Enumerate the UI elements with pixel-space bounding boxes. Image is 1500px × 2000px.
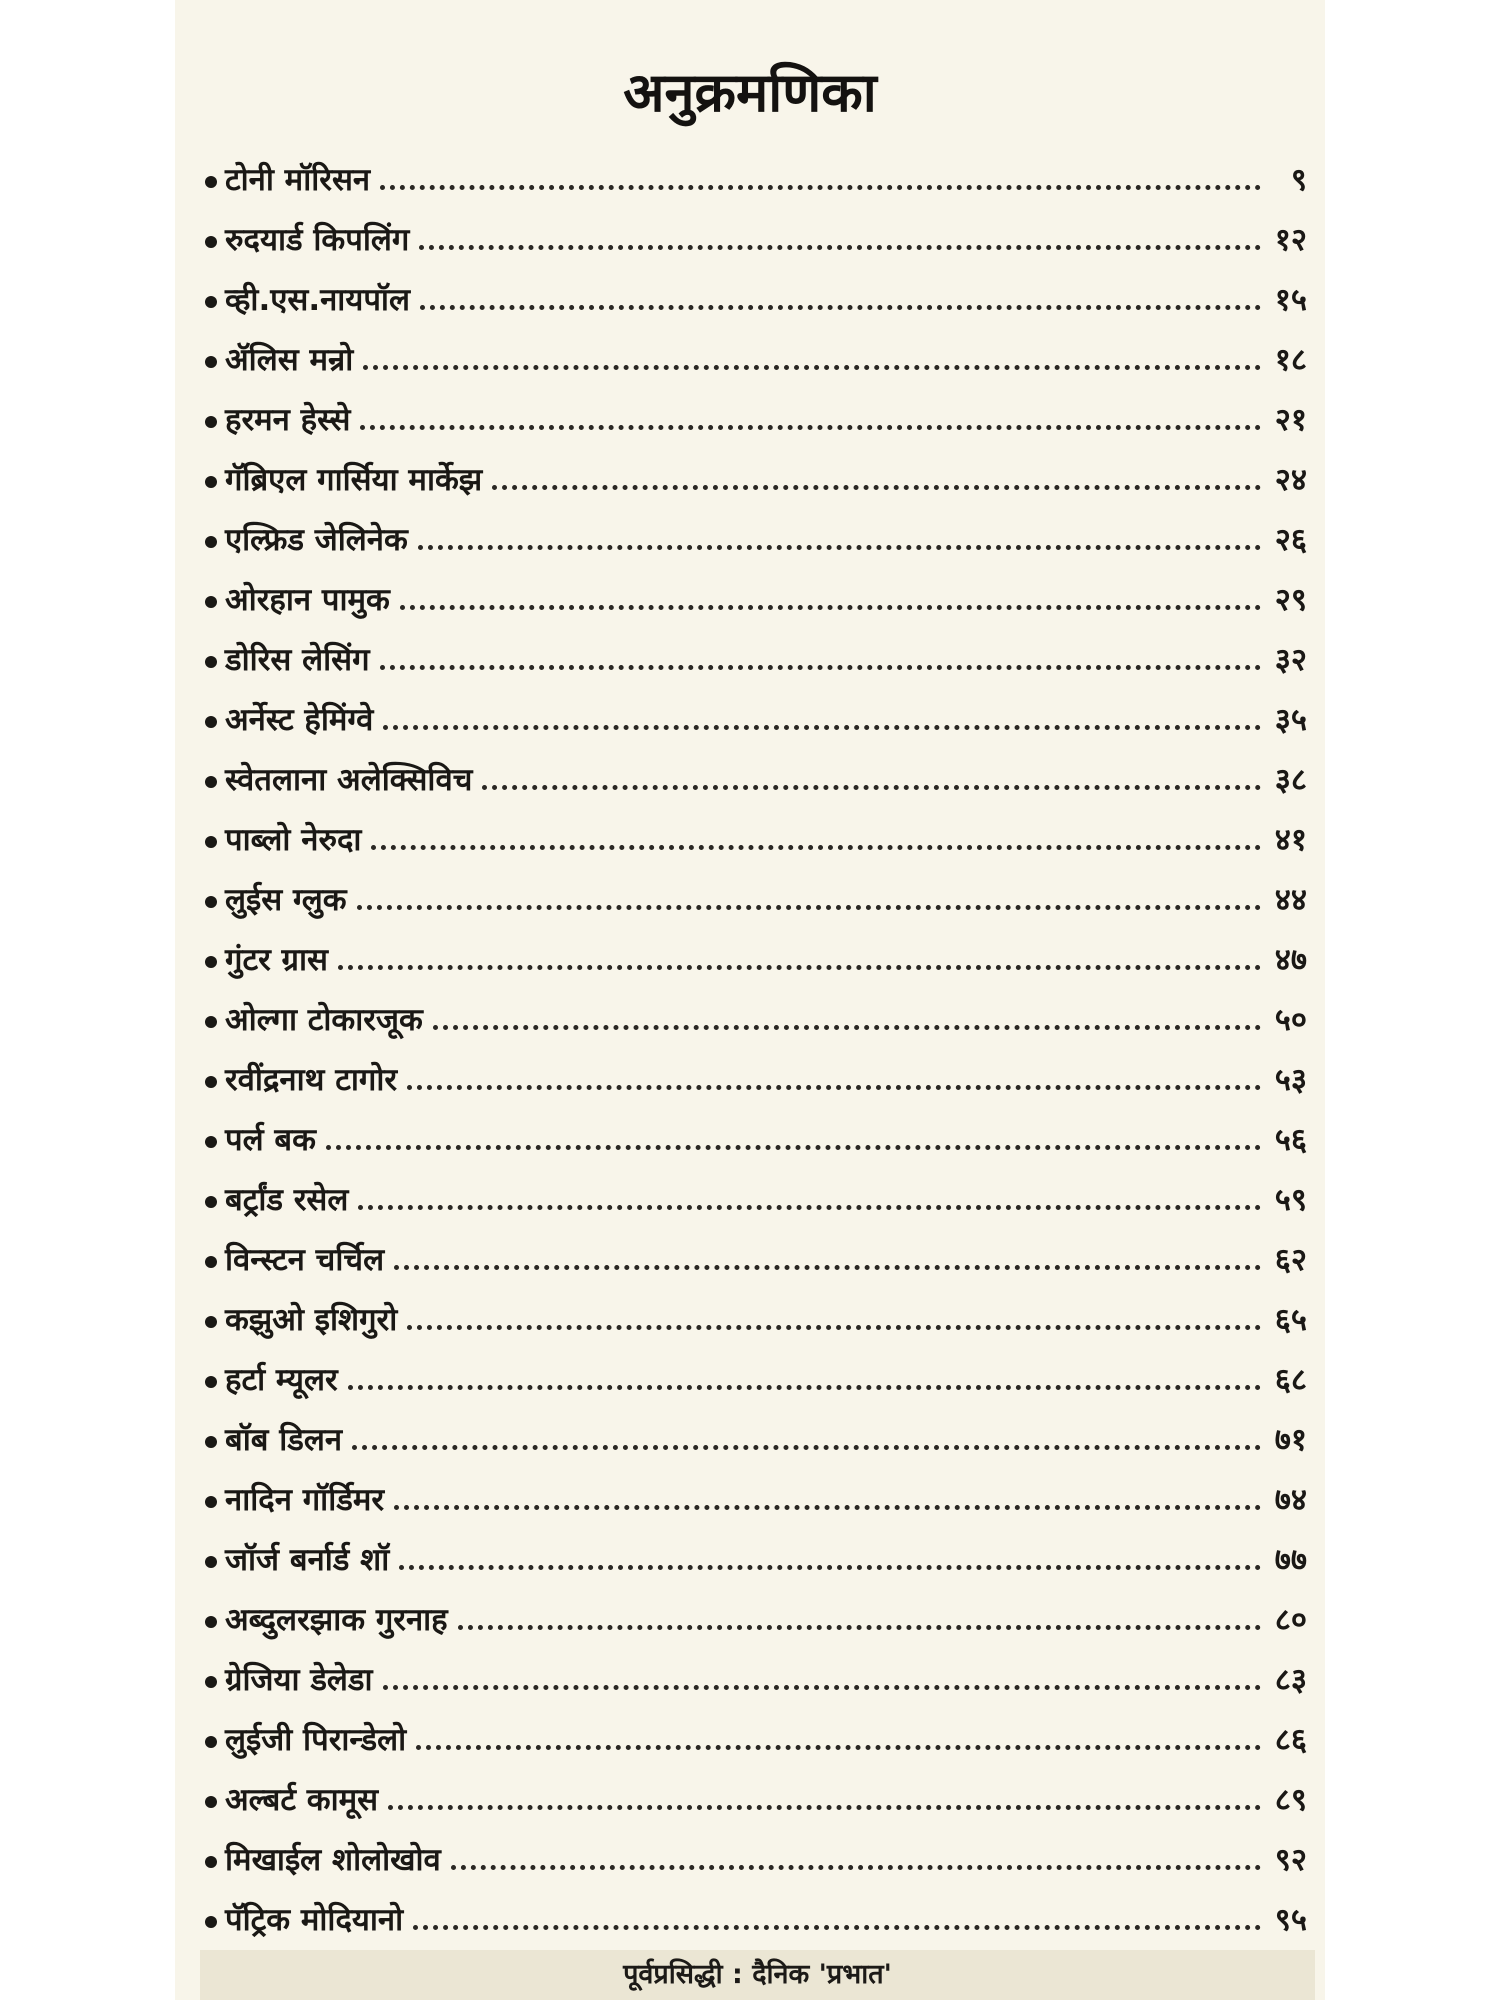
dot-leader [420, 305, 1261, 310]
entry-page-number: ९२ [1274, 1842, 1307, 1878]
entry-page-number: २४ [1274, 462, 1307, 498]
entry-name: पर्ल बक [225, 1122, 316, 1158]
toc-entry [205, 380, 1307, 440]
dot-leader [352, 1445, 1261, 1450]
entry-page-number: ५६ [1274, 1122, 1307, 1158]
entry-name: व्ही.एस.नायपॉल [225, 282, 410, 318]
entry-name: अर्नेस्ट हेमिंग्वे [225, 702, 374, 738]
entry-name: ॲलिस मन्रो [225, 342, 354, 378]
toc-entry [205, 560, 1307, 620]
entry-name: रुदयार्ड किपलिंग [225, 222, 410, 258]
entry-page-number: ८६ [1274, 1722, 1307, 1758]
bullet-icon [205, 896, 217, 908]
toc-entry [205, 800, 1307, 860]
bullet-icon [205, 1076, 217, 1088]
dot-leader [371, 845, 1261, 850]
entry-name: बर्ट्रांड रसेल [225, 1182, 349, 1218]
entry-page-number: ३८ [1274, 762, 1307, 798]
entry-name: हर्टा म्यूलर [225, 1362, 338, 1398]
bullet-icon [205, 296, 217, 308]
entry-page-number: ७१ [1274, 1422, 1307, 1458]
dot-leader [407, 1085, 1261, 1090]
toc-entry [205, 320, 1307, 380]
toc-entry [205, 620, 1307, 680]
bullet-icon [205, 1136, 217, 1148]
entry-name: एल्फ्रिड जेलिनेक [225, 522, 408, 558]
toc-entry [205, 740, 1307, 800]
dot-leader [418, 545, 1261, 550]
toc-entry [205, 200, 1307, 260]
dot-leader [399, 1565, 1261, 1570]
entry-name: ग्रेजिया डेलेडा [225, 1662, 373, 1698]
entry-page-number: ६५ [1274, 1302, 1307, 1338]
entry-name: ओरहान पामुक [225, 582, 390, 618]
bullet-icon [205, 1676, 217, 1688]
dot-leader [413, 1925, 1261, 1930]
toc-entry [205, 1700, 1307, 1760]
toc-entry [205, 860, 1307, 920]
dot-leader [380, 185, 1261, 190]
dot-leader [338, 965, 1261, 970]
toc-entry [205, 1880, 1307, 1940]
bullet-icon [205, 1736, 217, 1748]
dot-leader [400, 605, 1261, 610]
entry-name: गॅब्रिएल गार्सिया मार्केझ [225, 462, 483, 498]
bullet-icon [205, 536, 217, 548]
bullet-icon [205, 176, 217, 188]
entry-page-number: ४७ [1274, 942, 1307, 978]
entry-name: नादिन गॉर्डिमर [225, 1482, 385, 1518]
dot-leader [348, 1385, 1261, 1390]
dot-leader [388, 1805, 1261, 1810]
bullet-icon [205, 1496, 217, 1508]
toc-entry [205, 980, 1307, 1040]
bullet-icon [205, 656, 217, 668]
entry-page-number: ५० [1274, 1002, 1307, 1038]
bullet-icon [205, 1256, 217, 1268]
bullet-icon [205, 476, 217, 488]
entry-page-number: ३२ [1274, 642, 1307, 678]
entry-name: पाब्लो नेरुदा [225, 822, 362, 858]
entry-page-number: ३५ [1274, 702, 1307, 738]
toc-entry [205, 1460, 1307, 1520]
dot-leader [394, 1265, 1261, 1270]
toc-entry [205, 1040, 1307, 1100]
entry-name: अल्बर्ट कामूस [225, 1782, 379, 1818]
dot-leader [383, 725, 1261, 730]
page-title: अनुक्रमणिका [623, 61, 877, 124]
table-of-contents [205, 140, 1307, 1940]
toc-entry [205, 260, 1307, 320]
entry-name: ओल्गा टोकारजूक [225, 1002, 423, 1038]
entry-page-number: ९५ [1274, 1902, 1307, 1938]
bullet-icon [205, 1016, 217, 1028]
entry-name: अब्दुलरझाक गुरनाह [225, 1602, 448, 1638]
toc-entry [205, 1400, 1307, 1460]
entry-page-number: ४४ [1274, 882, 1307, 918]
entry-page-number: ६८ [1274, 1362, 1307, 1398]
toc-entry [205, 1760, 1307, 1820]
entry-page-number: ७७ [1274, 1542, 1307, 1578]
toc-entry [205, 1820, 1307, 1880]
toc-entry [205, 1580, 1307, 1640]
bullet-icon [205, 1856, 217, 1868]
entry-page-number: ४१ [1274, 822, 1307, 858]
book-page [175, 0, 1325, 2000]
entry-page-number: २६ [1274, 522, 1307, 558]
entry-name: जॉर्ज बर्नार्ड शॉ [225, 1542, 390, 1578]
bullet-icon [205, 236, 217, 248]
dot-leader [482, 785, 1261, 790]
bullet-icon [205, 1316, 217, 1328]
bullet-icon [205, 1196, 217, 1208]
bullet-icon [205, 416, 217, 428]
entry-name: डोरिस लेसिंग [225, 642, 370, 678]
entry-page-number: २१ [1274, 402, 1307, 438]
toc-entry [205, 1100, 1307, 1160]
entry-name: स्वेतलाना अलेक्सिविच [225, 762, 473, 798]
entry-name: गुंटर ग्रास [225, 942, 329, 978]
bullet-icon [205, 1796, 217, 1808]
toc-entry [205, 140, 1307, 200]
toc-entry [205, 680, 1307, 740]
toc-entry [205, 1160, 1307, 1220]
dot-leader [326, 1145, 1261, 1150]
footer-note: पूर्वप्रसिद्धी : दैनिक 'प्रभात' [200, 1950, 1315, 2000]
toc-entry [205, 1520, 1307, 1580]
dot-leader [492, 485, 1261, 490]
bullet-icon [205, 1556, 217, 1568]
toc-entry [205, 1220, 1307, 1280]
entry-page-number: १२ [1274, 222, 1307, 258]
entry-page-number: ७४ [1274, 1482, 1307, 1518]
entry-page-number: ८३ [1274, 1662, 1307, 1698]
dot-leader [360, 425, 1261, 430]
entry-page-number: ६२ [1274, 1242, 1307, 1278]
toc-entry [205, 1340, 1307, 1400]
dot-leader [433, 1025, 1261, 1030]
entry-name: मिखाईल शोलोखोव [225, 1842, 441, 1878]
toc-entry [205, 500, 1307, 560]
bullet-icon [205, 1916, 217, 1928]
bullet-icon [205, 716, 217, 728]
dot-leader [357, 905, 1261, 910]
toc-entry [205, 920, 1307, 980]
bullet-icon [205, 1436, 217, 1448]
toc-entry [205, 1640, 1307, 1700]
dot-leader [458, 1625, 1261, 1630]
dot-leader [358, 1205, 1261, 1210]
dot-leader [383, 1685, 1261, 1690]
dot-leader [407, 1325, 1261, 1330]
entry-page-number: १८ [1274, 342, 1307, 378]
toc-entry [205, 440, 1307, 500]
dot-leader [380, 665, 1261, 670]
entry-page-number: ८९ [1274, 1782, 1307, 1818]
entry-name: विन्स्टन चर्चिल [225, 1242, 385, 1278]
bullet-icon [205, 956, 217, 968]
bullet-icon [205, 356, 217, 368]
entry-name: लुईस ग्लुक [225, 882, 347, 918]
entry-page-number: ८० [1274, 1602, 1307, 1638]
entry-name: कझुओ इशिगुरो [225, 1302, 398, 1338]
entry-page-number: १५ [1274, 282, 1307, 318]
dot-leader [416, 1745, 1261, 1750]
entry-name: टोनी मॉरिसन [225, 162, 371, 198]
dot-leader [419, 245, 1261, 250]
entry-page-number: ५३ [1274, 1062, 1307, 1098]
bullet-icon [205, 1376, 217, 1388]
bullet-icon [205, 596, 217, 608]
entry-name: लुईजी पिरान्डेलो [225, 1722, 407, 1758]
entry-name: हरमन हेस्से [225, 402, 351, 438]
bullet-icon [205, 836, 217, 848]
dot-leader [451, 1865, 1261, 1870]
entry-name: रवींद्रनाथ टागोर [225, 1062, 398, 1098]
bullet-icon [205, 1616, 217, 1628]
entry-name: बॉब डिलन [225, 1422, 343, 1458]
entry-page-number: २९ [1274, 582, 1307, 618]
entry-page-number: ९ [1290, 162, 1307, 198]
dot-leader [394, 1505, 1261, 1510]
bullet-icon [205, 776, 217, 788]
toc-entry [205, 1280, 1307, 1340]
entry-name: पॅट्रिक मोदियानो [225, 1902, 404, 1938]
dot-leader [363, 365, 1261, 370]
entry-page-number: ५९ [1274, 1182, 1307, 1218]
